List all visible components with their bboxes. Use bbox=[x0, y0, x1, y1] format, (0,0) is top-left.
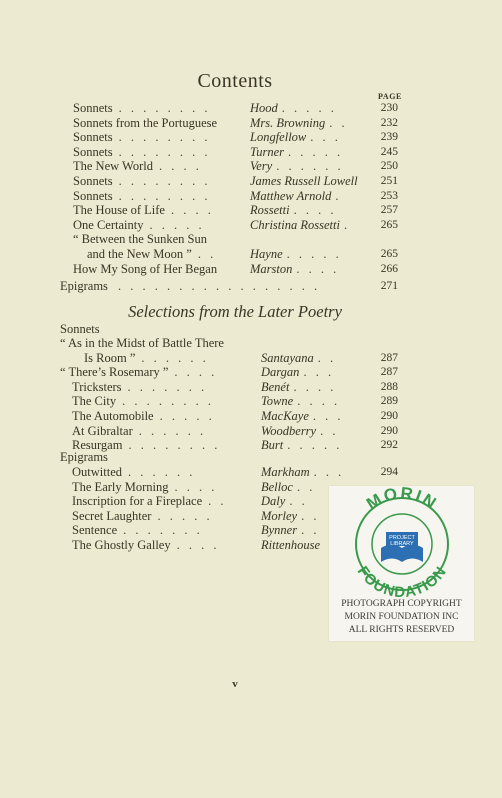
leader-dots: . . . . . . . bbox=[127, 379, 208, 394]
entry-author: Belloc bbox=[261, 479, 293, 494]
stamp-caption-1: PHOTOGRAPH COPYRIGHT bbox=[341, 599, 462, 609]
entry-page: 245 bbox=[380, 145, 398, 158]
entry-title: Resurgam bbox=[72, 438, 123, 453]
toc-row bbox=[0, 365, 502, 380]
entry-page: 253 bbox=[380, 189, 398, 202]
entry-title: One Certainty bbox=[73, 217, 144, 232]
section-title-later-poetry: Selections from the Later Poetry bbox=[128, 302, 342, 321]
entry-page: 290 bbox=[380, 424, 398, 437]
entry-title: The Ghostly Galley bbox=[72, 538, 171, 552]
entry-author: Christina Rossetti bbox=[250, 217, 340, 232]
toc-row bbox=[0, 232, 502, 247]
leader-dots: . . . . bbox=[174, 479, 218, 494]
author-leader-dots: . . . . bbox=[296, 261, 340, 276]
author-leader-dots: . . bbox=[320, 423, 339, 438]
entry-author: Longfellow bbox=[250, 130, 307, 145]
entry-page: 239 bbox=[380, 131, 398, 144]
toc-row-epigrams bbox=[0, 279, 502, 294]
entry-page: 287 bbox=[380, 366, 398, 379]
leader-dots: . . . . bbox=[170, 203, 214, 218]
page-number: v bbox=[232, 678, 238, 690]
leader-dots: . . . . bbox=[174, 365, 218, 380]
section-head-sonnets: Sonnets bbox=[60, 322, 100, 336]
entry-author: James Russell Lowell bbox=[250, 174, 358, 188]
entry-title: Sonnets bbox=[73, 144, 113, 159]
entry-author: Turner bbox=[250, 144, 285, 159]
svg-text:FOUNDATION: FOUNDATION bbox=[353, 563, 451, 598]
entry-title: At Gibraltar bbox=[72, 423, 133, 438]
entry-title: Tricksters bbox=[72, 379, 122, 394]
entry-page: 265 bbox=[380, 218, 398, 231]
leader-dots: . . . . . . . . bbox=[118, 188, 211, 203]
toc-row bbox=[0, 101, 502, 116]
author-leader-dots: . . . bbox=[313, 465, 345, 479]
leader-dots: . . . . . bbox=[159, 409, 215, 423]
author-leader-dots: . . . bbox=[310, 130, 341, 145]
leader-dots: . . . . bbox=[159, 159, 202, 174]
toc-row bbox=[0, 189, 502, 204]
author-leader-dots: . bbox=[335, 188, 342, 203]
author-leader-dots: . . . . . . bbox=[276, 159, 344, 174]
entry-title: The Automobile bbox=[72, 409, 154, 423]
entry-author: Rittenhouse bbox=[261, 538, 321, 552]
leader-dots: . . . . . . . . bbox=[118, 174, 211, 188]
entry-author: Matthew Arnold bbox=[250, 188, 332, 203]
entry-title: The City bbox=[72, 394, 117, 409]
entry-author: Hood bbox=[250, 101, 278, 115]
entry-page: 294 bbox=[380, 466, 398, 478]
toc-row bbox=[0, 409, 502, 424]
contents-title: Contents bbox=[197, 70, 273, 92]
toc-row bbox=[0, 394, 502, 409]
entry-title: Sonnets from the Portuguese bbox=[73, 115, 218, 130]
toc-row bbox=[0, 380, 502, 395]
leader-dots: . . . . . . . . bbox=[122, 394, 214, 409]
entry-author: Markham bbox=[261, 465, 310, 479]
entry-page: 266 bbox=[380, 262, 398, 275]
entry-page: 292 bbox=[380, 439, 398, 452]
leader-dots: . . . . . . . . . . . . . . . . . bbox=[118, 279, 321, 293]
entry-page: 251 bbox=[380, 175, 398, 187]
leader-dots: . . . . . . . . bbox=[118, 144, 211, 159]
entry-author: Hayne bbox=[250, 247, 283, 261]
entry-page: 271 bbox=[380, 280, 398, 292]
author-leader-dots: . . bbox=[289, 494, 308, 509]
author-leader-dots: . . bbox=[301, 508, 320, 523]
toc-row bbox=[0, 116, 502, 131]
entry-title: The New World bbox=[73, 159, 153, 174]
entry-title: The House of Life bbox=[73, 203, 165, 218]
stamp-caption-3: ALL RIGHTS RESERVED bbox=[348, 625, 455, 635]
entry-author: Morley bbox=[261, 508, 298, 523]
leader-dots: . . . . . . . . bbox=[118, 101, 211, 115]
author-leader-dots: . . . . . bbox=[281, 101, 337, 115]
entry-title: The Early Morning bbox=[72, 479, 169, 494]
stamp-logo-icon bbox=[329, 486, 474, 598]
author-leader-dots: . . bbox=[329, 115, 348, 130]
leader-dots: . . . . . . bbox=[128, 465, 196, 479]
entry-author: Burt bbox=[261, 438, 284, 453]
leader-dots: . . bbox=[197, 247, 217, 261]
toc-row bbox=[0, 247, 502, 262]
toc-row bbox=[0, 262, 502, 277]
svg-text:LIBRARY: LIBRARY bbox=[390, 541, 414, 547]
entry-author: Daly bbox=[261, 494, 286, 509]
entry-title: Sonnets bbox=[73, 101, 113, 115]
entry-title: Sonnets bbox=[73, 130, 113, 145]
entry-title: “ Between the Sunken Sun bbox=[73, 232, 208, 247]
entry-title: Sonnets bbox=[73, 174, 113, 188]
entry-author: Santayana bbox=[261, 350, 314, 365]
author-leader-dots: . . bbox=[317, 350, 337, 365]
leader-dots: . . . . . . bbox=[138, 423, 207, 438]
entry-title: Epigrams bbox=[60, 279, 108, 293]
leader-dots: . . . . . . . . bbox=[118, 130, 211, 145]
entry-page: 265 bbox=[380, 248, 398, 260]
entry-title: Inscription for a Fireplace bbox=[72, 494, 203, 509]
toc-row bbox=[0, 159, 502, 174]
entry-page: 250 bbox=[380, 160, 398, 173]
entry-page: 288 bbox=[380, 380, 398, 393]
toc-row bbox=[0, 130, 502, 145]
entry-title: and the New Moon ” bbox=[87, 247, 192, 261]
author-leader-dots: . . . . bbox=[293, 379, 337, 394]
entry-author: Dargan bbox=[261, 365, 300, 380]
toc-row bbox=[0, 203, 502, 218]
author-leader-dots: . . . . . bbox=[286, 247, 342, 261]
author-leader-dots: . . bbox=[301, 523, 320, 538]
entry-page: 287 bbox=[380, 351, 398, 364]
toc-row bbox=[0, 145, 502, 160]
entry-title: Is Room ” bbox=[84, 350, 136, 365]
leader-dots: . . . . . . . bbox=[123, 523, 203, 538]
svg-text:PROJECT: PROJECT bbox=[389, 535, 415, 541]
toc-row bbox=[0, 351, 502, 366]
author-leader-dots: . . . bbox=[312, 409, 344, 423]
leader-dots: . . . . . . bbox=[141, 350, 209, 365]
entry-page: 257 bbox=[380, 204, 398, 217]
entry-author: Mrs. Browning bbox=[250, 115, 326, 130]
author-leader-dots: . . bbox=[296, 479, 316, 494]
author-leader-dots: . . . . bbox=[293, 203, 337, 218]
leader-dots: . . . . bbox=[176, 538, 220, 552]
entry-title: “ As in the Midst of Battle There bbox=[60, 336, 224, 350]
entry-page: 232 bbox=[380, 116, 398, 129]
leader-dots: . . . . . bbox=[157, 508, 213, 523]
page-column-header: PAGE bbox=[377, 92, 402, 101]
toc-row bbox=[0, 218, 502, 233]
author-leader-dots: . . . . bbox=[297, 394, 341, 409]
toc-row bbox=[0, 465, 502, 480]
entry-title: How My Song of Her Began bbox=[73, 261, 218, 276]
author-leader-dots: . . . . . bbox=[287, 438, 343, 453]
leader-dots: . . . . . . . . bbox=[128, 438, 221, 453]
morin-foundation-stamp bbox=[329, 486, 474, 641]
leader-dots: . . . . . bbox=[149, 217, 205, 232]
leader-dots: . . bbox=[208, 494, 227, 509]
entry-author: Woodberry bbox=[261, 423, 317, 438]
stamp-caption-2: MORIN FOUNDATION INC bbox=[344, 612, 459, 622]
entry-author: Benét bbox=[261, 379, 290, 394]
author-leader-dots: . . . . . bbox=[288, 144, 344, 159]
author-leader-dots: . . . bbox=[303, 365, 335, 380]
toc-row bbox=[0, 174, 502, 189]
entry-author: MacKaye bbox=[261, 409, 309, 423]
entry-page: 290 bbox=[380, 410, 398, 422]
entry-page: 230 bbox=[380, 102, 398, 114]
author-leader-dots: . bbox=[343, 217, 351, 232]
entry-title: “ There’s Rosemary ” bbox=[60, 365, 169, 380]
entry-title: Sonnets bbox=[73, 188, 113, 203]
entry-author: Towne bbox=[261, 394, 294, 409]
section-head-epigrams: Epigrams bbox=[60, 450, 108, 464]
entry-title: Secret Laughter bbox=[72, 508, 152, 523]
svg-text:MORIN: MORIN bbox=[363, 486, 442, 514]
entry-author: Very bbox=[250, 159, 273, 174]
entry-title: Outwitted bbox=[72, 465, 122, 479]
entry-author: Bynner bbox=[261, 523, 298, 538]
toc-row bbox=[0, 336, 502, 351]
entry-title: Sentence bbox=[72, 523, 118, 538]
entry-page: 289 bbox=[380, 395, 398, 408]
entry-author: Marston bbox=[250, 261, 293, 276]
entry-author: Rossetti bbox=[250, 203, 290, 218]
toc-row bbox=[0, 424, 502, 439]
